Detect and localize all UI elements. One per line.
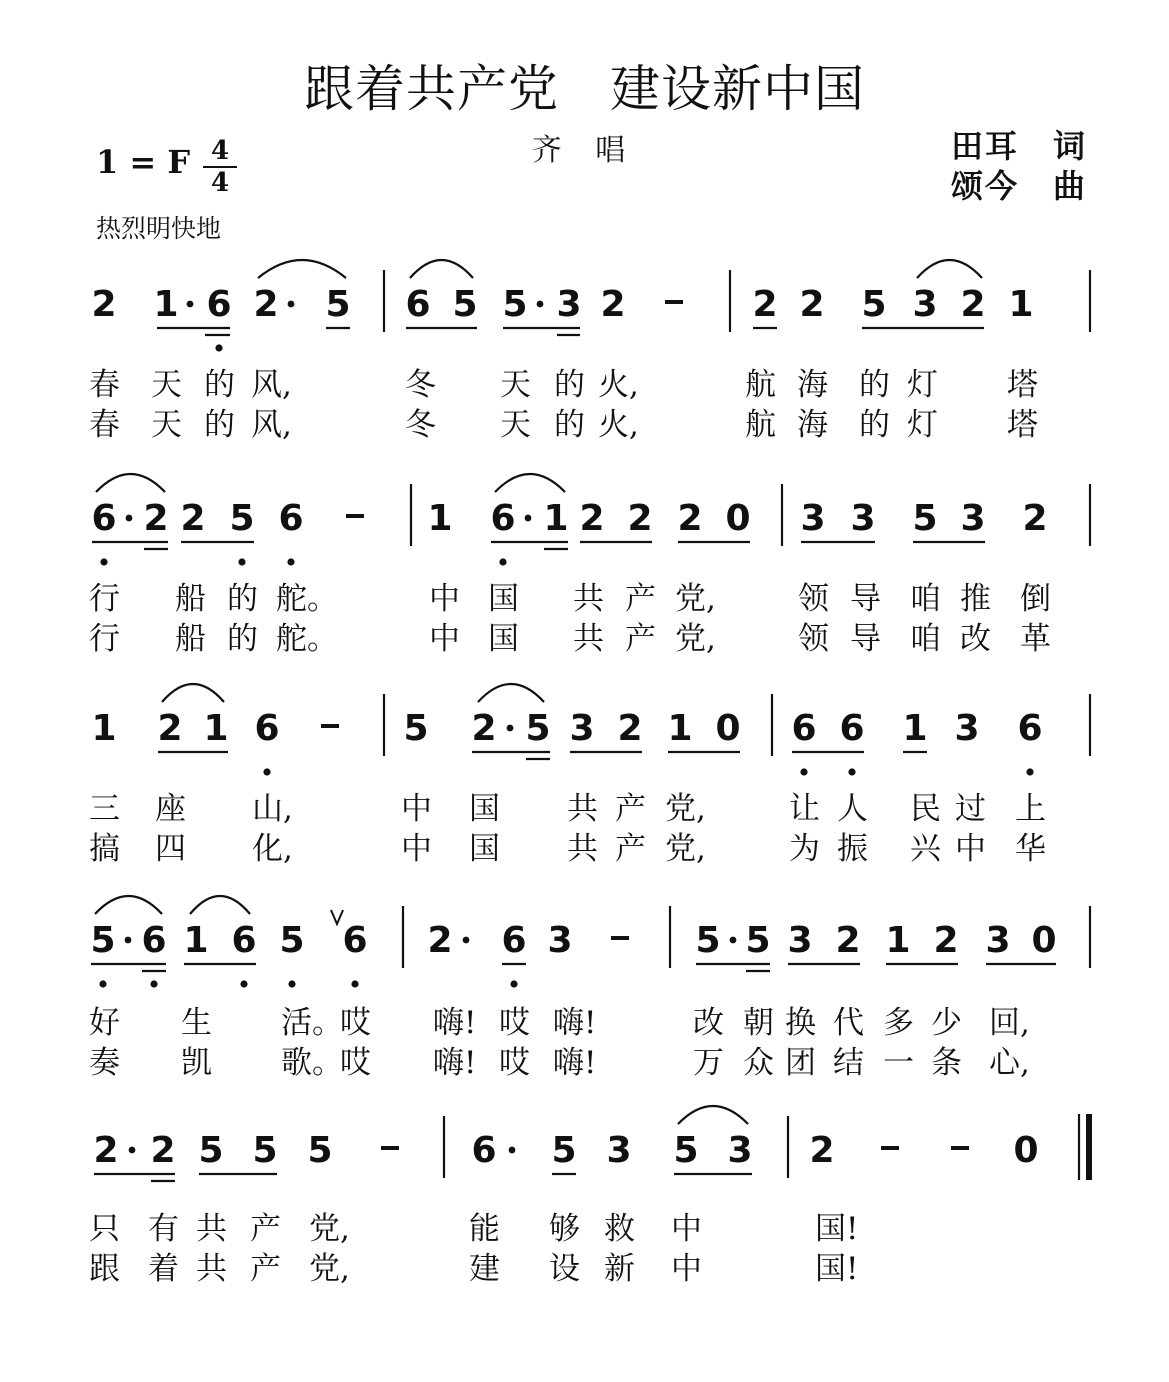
- lyric-syllable: 朝: [743, 1005, 774, 1041]
- note: 2: [150, 1130, 176, 1171]
- lyric-syllable: 天: [151, 367, 182, 403]
- lyric-syllable: 国: [488, 581, 519, 617]
- note: 2: [1022, 498, 1048, 539]
- augmentation-dot: [125, 937, 132, 944]
- lyric-syllable: 咱: [910, 621, 941, 657]
- note: 3: [954, 708, 980, 749]
- octave-below-dot: [351, 980, 358, 987]
- lyric-syllable: 舵。: [276, 621, 338, 657]
- lyric-syllable: 春: [89, 367, 120, 403]
- note: 3: [727, 1130, 753, 1171]
- lyric-syllable: 够: [549, 1211, 580, 1247]
- lyric-syllable: 船: [175, 621, 206, 657]
- lyric-syllable: 产: [615, 791, 646, 827]
- note: 3: [912, 284, 938, 325]
- octave-below-dot: [240, 980, 247, 987]
- lyric-syllable: 中: [429, 581, 460, 617]
- lyricist-credit: 田耳 词: [950, 127, 1087, 165]
- breath-mark: [331, 910, 343, 924]
- time-signature-top: 4: [210, 136, 230, 166]
- note: 6: [490, 498, 516, 539]
- lyric-syllable: 座: [155, 791, 186, 827]
- note: 1: [427, 498, 453, 539]
- lyric-syllable: 倒: [1020, 581, 1051, 617]
- note: 5: [861, 284, 887, 325]
- note: 5: [551, 1130, 577, 1171]
- note: 5: [307, 1130, 333, 1171]
- augmentation-dot: [126, 515, 133, 522]
- lyric-syllable: 中: [401, 831, 432, 867]
- lyric-syllable: 凯: [181, 1045, 212, 1081]
- note: 5: [912, 498, 938, 539]
- lyric-syllable: 的: [204, 367, 235, 403]
- lyric-syllable: 的: [204, 407, 235, 443]
- note: 2: [752, 284, 778, 325]
- lyric-syllable: 火,: [598, 407, 639, 443]
- lyric-syllable: 的: [554, 367, 585, 403]
- augmentation-dot: [509, 1147, 516, 1154]
- octave-below-dot: [215, 344, 222, 351]
- lyric-syllable: 兴: [910, 831, 941, 867]
- lyric-syllable: 让: [789, 791, 820, 827]
- lyric-syllable: 着: [148, 1251, 179, 1287]
- lyric-syllable: 灯: [907, 407, 938, 443]
- octave-below-dot: [848, 768, 855, 775]
- octave-below-dot: [287, 558, 294, 565]
- performance-form: 齐 唱: [531, 133, 638, 168]
- lyric-syllable: 哎: [499, 1045, 530, 1081]
- lyric-syllable: 只: [89, 1211, 120, 1247]
- lyric-syllable: 振: [837, 831, 868, 867]
- note: 0: [725, 498, 751, 539]
- note: 2: [835, 920, 861, 961]
- lyric-syllable: 塔: [1007, 367, 1038, 403]
- lyric-syllable: 民: [910, 791, 941, 827]
- lyric-syllable: 嗨!: [433, 1045, 477, 1081]
- note: 6: [278, 498, 304, 539]
- note: 2: [91, 284, 117, 325]
- slur: [478, 684, 544, 702]
- octave-below-dot: [800, 768, 807, 775]
- lyric-syllable: 共: [567, 791, 598, 827]
- lyric-syllable: 四: [155, 831, 186, 867]
- lyric-syllable: 产: [615, 831, 646, 867]
- lyric-syllable: 山,: [252, 791, 293, 827]
- note: 1: [203, 708, 229, 749]
- octave-below-dot: [238, 558, 245, 565]
- note: 2: [809, 1130, 835, 1171]
- note: 6: [791, 708, 817, 749]
- lyric-syllable: 化,: [252, 831, 293, 867]
- lyric-syllable: 党,: [675, 581, 716, 617]
- note: 6: [501, 920, 527, 961]
- lyric-syllable: 行: [89, 581, 120, 617]
- lyric-syllable: 改: [960, 621, 991, 657]
- lyric-syllable: 活。: [281, 1005, 343, 1041]
- lyric-syllable: 导: [850, 621, 881, 657]
- lyric-syllable: 搞: [89, 831, 120, 867]
- slur: [258, 260, 346, 278]
- note: 2: [960, 284, 986, 325]
- lyric-syllable: 的: [859, 407, 890, 443]
- lyric-syllable: 嗨!: [433, 1005, 477, 1041]
- lyric-syllable: 航: [745, 367, 776, 403]
- lyric-syllable: 天: [500, 407, 531, 443]
- lyric-syllable: 船: [175, 581, 206, 617]
- lyric-syllable: 生: [181, 1005, 212, 1041]
- note: 6: [342, 920, 368, 961]
- note: 5: [695, 920, 721, 961]
- note: 2: [471, 708, 497, 749]
- lyric-syllable: 团: [785, 1045, 816, 1081]
- lyric-syllable: 心,: [989, 1045, 1030, 1081]
- lyric-syllable: 产: [625, 581, 656, 617]
- note: 0: [715, 708, 741, 749]
- note: 6: [206, 284, 232, 325]
- lyric-syllable: 奏: [89, 1045, 120, 1081]
- lyric-syllable: 嗨!: [553, 1005, 597, 1041]
- key-signature: 1 = F: [96, 143, 191, 181]
- note: 0: [1031, 920, 1057, 961]
- note: 5: [90, 920, 116, 961]
- augmentation-dot: [730, 937, 737, 944]
- note: 1: [1008, 284, 1034, 325]
- lyric-syllable: 上: [1015, 791, 1046, 827]
- octave-below-dot: [510, 980, 517, 987]
- note: 2: [677, 498, 703, 539]
- lyric-syllable: 救: [604, 1211, 635, 1247]
- note: 1: [153, 284, 179, 325]
- lyric-syllable: 共: [573, 621, 604, 657]
- note: 6: [405, 284, 431, 325]
- lyric-syllable: 党,: [665, 831, 706, 867]
- lyric-syllable: 革: [1020, 621, 1051, 657]
- lyric-syllable: 的: [554, 407, 585, 443]
- lyric-syllable: 歌。: [281, 1045, 343, 1081]
- lyric-syllable: 火,: [598, 367, 639, 403]
- note: 5: [502, 284, 528, 325]
- note: 5: [279, 920, 305, 961]
- octave-below-dot: [288, 980, 295, 987]
- lyric-syllable: 华: [1015, 831, 1046, 867]
- lyric-syllable: 国!: [815, 1251, 859, 1287]
- lyric-syllable: 中: [429, 621, 460, 657]
- lyric-syllable: 风,: [251, 367, 292, 403]
- slur: [95, 896, 162, 914]
- augmentation-dot: [129, 1147, 136, 1154]
- lyric-syllable: 冬: [405, 367, 436, 403]
- note: 5: [452, 284, 478, 325]
- note: 2: [253, 284, 279, 325]
- lyric-syllable: 共: [196, 1251, 227, 1287]
- composer-credit: 颂今 曲: [950, 167, 1087, 205]
- lyric-syllable: 风,: [251, 407, 292, 443]
- note: 2: [427, 920, 453, 961]
- lyric-syllable: 中: [671, 1251, 702, 1287]
- lyric-syllable: 海: [797, 367, 828, 403]
- note: 6: [839, 708, 865, 749]
- augmentation-dot: [525, 515, 532, 522]
- lyric-syllable: 嗨!: [553, 1045, 597, 1081]
- lyric-syllable: 的: [227, 621, 258, 657]
- note: 5: [403, 708, 429, 749]
- lyric-syllable: 建: [469, 1251, 500, 1287]
- note: 5: [198, 1130, 224, 1171]
- lyric-syllable: 春: [89, 407, 120, 443]
- note: 2: [933, 920, 959, 961]
- note: 1: [543, 498, 569, 539]
- lyric-syllable: 中: [671, 1211, 702, 1247]
- slur: [495, 474, 565, 492]
- note: 6: [141, 920, 167, 961]
- lyric-syllable: 航: [745, 407, 776, 443]
- song-title: 跟着共产党 建设新中国: [304, 60, 865, 118]
- note: 3: [800, 498, 826, 539]
- lyric-syllable: 多: [883, 1005, 914, 1041]
- note: 3: [960, 498, 986, 539]
- lyric-syllable: 有: [148, 1211, 179, 1247]
- note: 2: [157, 708, 183, 749]
- note: 2: [627, 498, 653, 539]
- note: 2: [579, 498, 605, 539]
- slur: [410, 260, 473, 278]
- lyric-syllable: 好: [89, 1005, 120, 1041]
- lyric-syllable: 推: [960, 581, 991, 617]
- augmentation-dot: [187, 301, 194, 308]
- note: 0: [1013, 1130, 1039, 1171]
- lyric-syllable: 天: [500, 367, 531, 403]
- octave-below-dot: [150, 980, 157, 987]
- lyric-syllable: 产: [625, 621, 656, 657]
- lyric-syllable: 万: [693, 1045, 724, 1081]
- note: 2: [180, 498, 206, 539]
- lyric-syllable: 舵。: [276, 581, 338, 617]
- lyric-syllable: 党,: [309, 1211, 350, 1247]
- note: 3: [985, 920, 1011, 961]
- lyric-syllable: 共: [567, 831, 598, 867]
- octave-below-dot: [99, 980, 106, 987]
- lyric-syllable: 条: [931, 1045, 962, 1081]
- lyric-syllable: 换: [785, 1005, 816, 1041]
- lyric-syllable: 改: [693, 1005, 724, 1041]
- note: 1: [902, 708, 928, 749]
- octave-below-dot: [499, 558, 506, 565]
- octave-below-dot: [100, 558, 107, 565]
- note: 3: [569, 708, 595, 749]
- lyric-syllable: 海: [797, 407, 828, 443]
- lyric-syllable: 一: [883, 1045, 914, 1081]
- note: 6: [471, 1130, 497, 1171]
- lyric-syllable: 哎: [340, 1005, 371, 1041]
- note: 2: [143, 498, 169, 539]
- lyric-syllable: 导: [850, 581, 881, 617]
- lyric-syllable: 能: [469, 1211, 500, 1247]
- note: 2: [617, 708, 643, 749]
- lyric-syllable: 中: [401, 791, 432, 827]
- lyric-syllable: 的: [859, 367, 890, 403]
- lyric-syllable: 产: [250, 1211, 281, 1247]
- lyric-syllable: 跟: [89, 1251, 120, 1287]
- lyric-syllable: 灯: [907, 367, 938, 403]
- lyric-syllable: 国: [469, 831, 500, 867]
- lyric-syllable: 新: [604, 1251, 635, 1287]
- lyric-syllable: 天: [151, 407, 182, 443]
- slur: [162, 684, 224, 702]
- note: 5: [229, 498, 255, 539]
- octave-below-dot: [263, 768, 270, 775]
- note: 3: [556, 284, 582, 325]
- note: 6: [254, 708, 280, 749]
- lyric-syllable: 党,: [675, 621, 716, 657]
- slur: [96, 474, 165, 492]
- lyric-syllable: 党,: [665, 791, 706, 827]
- lyric-syllable: 回,: [989, 1005, 1030, 1041]
- lyric-syllable: 为: [789, 831, 820, 867]
- lyric-syllable: 哎: [499, 1005, 530, 1041]
- note: 5: [325, 284, 351, 325]
- tempo-marking: 热烈明快地: [96, 214, 222, 243]
- lyric-syllable: 过: [955, 791, 986, 827]
- lyric-syllable: 哎: [340, 1045, 371, 1081]
- augmentation-dot: [288, 301, 295, 308]
- note: 1: [183, 920, 209, 961]
- lyric-syllable: 设: [549, 1251, 580, 1287]
- lyric-syllable: 共: [573, 581, 604, 617]
- note: 2: [799, 284, 825, 325]
- slur: [917, 260, 982, 278]
- time-signature-bottom: 4: [210, 168, 230, 198]
- lyric-syllable: 产: [250, 1251, 281, 1287]
- note: 2: [93, 1130, 119, 1171]
- lyric-syllable: 共: [196, 1211, 227, 1247]
- lyric-syllable: 国: [469, 791, 500, 827]
- slur: [190, 896, 250, 914]
- lyric-syllable: 行: [89, 621, 120, 657]
- lyric-syllable: 代: [833, 1005, 864, 1041]
- note: 5: [745, 920, 771, 961]
- note: 5: [252, 1130, 278, 1171]
- note: 6: [231, 920, 257, 961]
- lyric-syllable: 领: [798, 621, 829, 657]
- note: 6: [91, 498, 117, 539]
- note: 5: [673, 1130, 699, 1171]
- note: 3: [850, 498, 876, 539]
- lyric-syllable: 领: [798, 581, 829, 617]
- note: 1: [885, 920, 911, 961]
- note: 2: [600, 284, 626, 325]
- lyric-syllable: 的: [227, 581, 258, 617]
- lyric-syllable: 众: [743, 1045, 774, 1081]
- lyric-syllable: 结: [833, 1045, 864, 1081]
- note: 6: [1017, 708, 1043, 749]
- lyric-syllable: 中: [955, 831, 986, 867]
- octave-below-dot: [1026, 768, 1033, 775]
- augmentation-dot: [537, 301, 544, 308]
- note: 3: [606, 1130, 632, 1171]
- lyric-syllable: 三: [89, 791, 120, 827]
- note: 5: [525, 708, 551, 749]
- note: 1: [91, 708, 117, 749]
- augmentation-dot: [507, 725, 514, 732]
- augmentation-dot: [463, 937, 470, 944]
- note: 1: [667, 708, 693, 749]
- slur: [678, 1106, 748, 1124]
- lyric-syllable: 国!: [815, 1211, 859, 1247]
- lyric-syllable: 咱: [910, 581, 941, 617]
- lyric-syllable: 塔: [1007, 407, 1038, 443]
- note: 3: [547, 920, 573, 961]
- lyric-syllable: 冬: [405, 407, 436, 443]
- lyric-syllable: 少: [931, 1005, 962, 1041]
- lyric-syllable: 国: [488, 621, 519, 657]
- note: 3: [787, 920, 813, 961]
- lyric-syllable: 人: [837, 791, 868, 827]
- lyric-syllable: 党,: [309, 1251, 350, 1287]
